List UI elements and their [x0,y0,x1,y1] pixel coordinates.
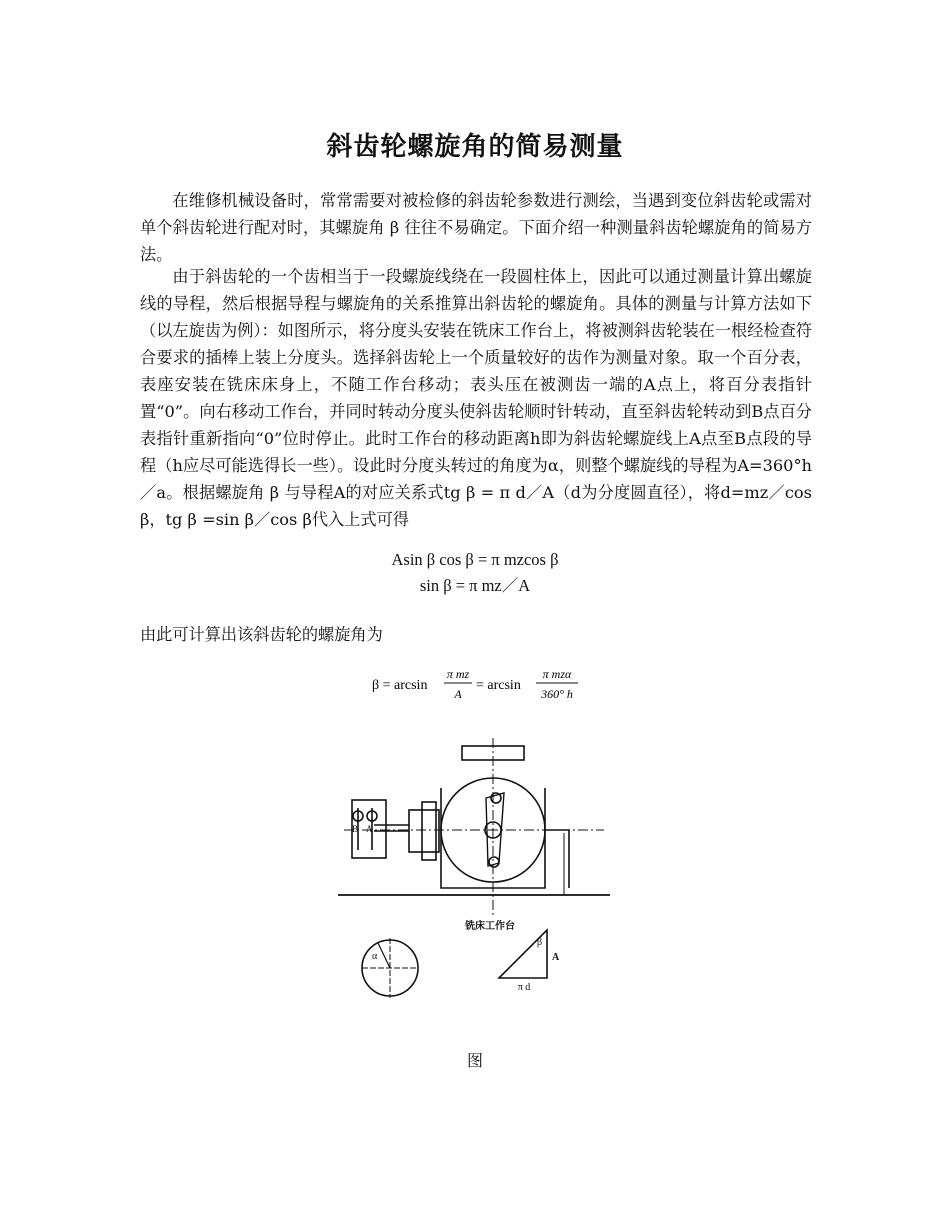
measurement-diagram [334,738,614,1000]
page-title: 斜齿轮螺旋角的简易测量 [326,132,624,162]
formula-line-1: Asin β cos β = π mzcos β [391,550,559,569]
conclusion-text: 由此可计算出该斜齿轮的螺旋角为 [140,625,383,644]
chuck-body [409,810,439,852]
angle-ray [378,943,390,968]
helix-angle-formula [372,664,582,704]
formula-lhs: β = arcsin [372,678,428,693]
alpha-label: α [372,951,378,962]
paragraph-intro [140,187,812,268]
paragraph-method-text: 由于斜齿轮的一个齿相当于一段螺旋线绕在一段圆柱体上，因此可以通过测量计算出螺旋线的导程，然后根据导程与螺旋角的关系推算出斜齿轮的螺旋角。具体的测量与计算方法如下（以左旋齿为例）：如图所示，将分度头安装在铣床工作台上，将被测斜齿轮装在一根经检查符合要求的插棒上装上分度头。选择斜齿轮上一个质量较好的齿作为测量对象。取一个百分表，表座安装在铣床床身上，不随工作台移动；表头压在被测齿一端的A点上，将百分表指针置“0”。向右移动工作台，并同时转动分度头使斜齿轮顺时针转动，直至斜齿轮转动到B点百分表指针重新指向“0”位时停止。此时工作台的移动距离h即为斜齿轮螺旋线上A点至B点段的导程（h应尽可能选得长一些）。设此时分度头转过的角度为α，则整个螺旋线的导程为A=360°h／a。根据螺旋角 β 与导程A的对应关系式tg β = π d／A（d为分度圆直径），将d=mz／cos β，tg β =sin β／cos β代入上式可得 [140,267,812,529]
formula-frac2-num: π mzα [542,667,572,681]
table-label: 铣床工作台 [465,921,515,932]
formula-mid: = arcsin [476,678,521,693]
beta-label: β [537,937,543,948]
paragraph-method [140,263,812,533]
formula-line-2: sin β = π mz／A [419,576,531,595]
formula-frac2-den: 360° h [541,687,573,701]
crank-pin-bottom [489,857,499,867]
triangle-A-label: A [552,952,560,963]
point-A-label: A [366,824,373,834]
point-B-label: B [352,824,359,834]
paragraph-intro-text: 在维修机械设备时，常常需要对被检修的斜齿轮参数进行测绘，当遇到变位斜齿轮或需对单个斜齿轮进行配对时，其螺旋角 β 往往不易确定。下面介绍一种测量斜齿轮螺旋角的简易方法。 [140,191,812,264]
triangle-pid-label: π d [517,982,531,993]
formula-frac1-num: π mz [446,667,470,681]
figure-caption: 图 [466,1051,483,1070]
formula-frac1-den: A [454,687,462,701]
housing-right [545,830,569,888]
derived-formulas [0,547,950,599]
